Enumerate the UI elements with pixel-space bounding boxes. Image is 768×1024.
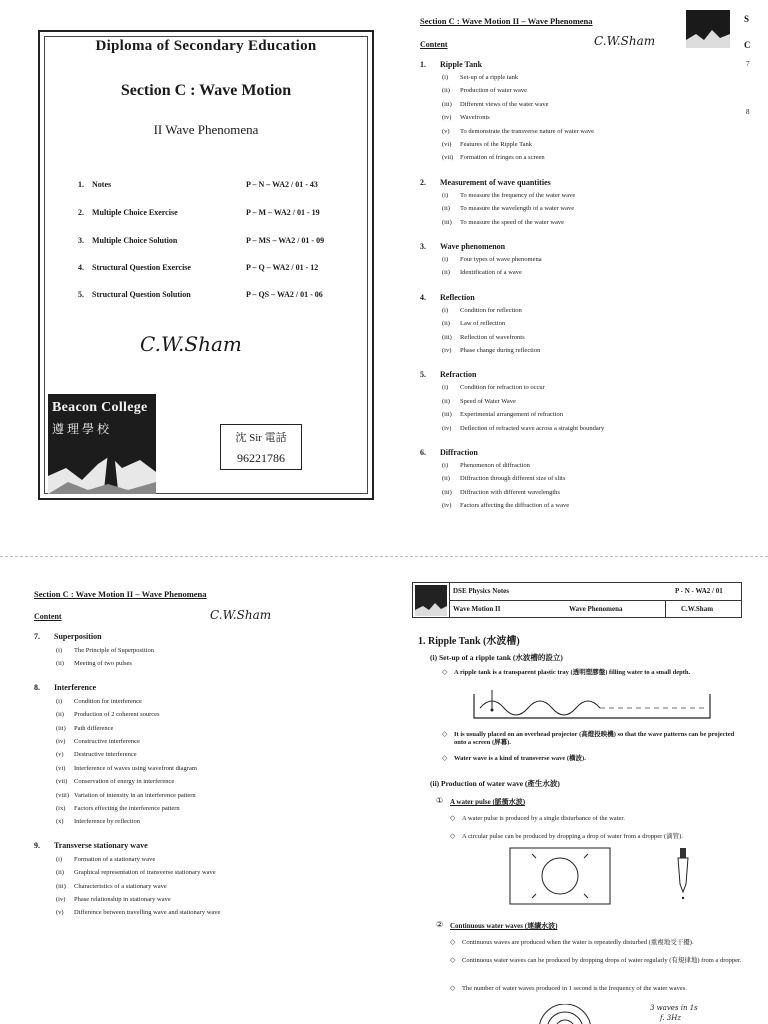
contents-item — [442, 502, 569, 509]
contents-item-label: Condition for refraction to occur — [460, 384, 545, 392]
contents-item-number: (iv) — [442, 114, 452, 122]
contents-item-label: Phase relationship in stationary wave — [74, 896, 171, 903]
cover-signature: C.W.Sham — [140, 332, 242, 356]
contents-section-label: Wave phenomenon — [440, 242, 506, 251]
notes-bullet: A ripple tank is a transparent plastic tray (透明塑膠盤) filling water to a small depth. — [454, 669, 691, 676]
contents-item-label: Law of reflection — [460, 320, 506, 328]
notes-subheading-ii: (ii) Production of water wave (產生水波) — [430, 779, 560, 788]
notes-item-number: ① — [436, 796, 444, 805]
diamond-bullet-icon: ◇ — [442, 668, 448, 676]
cover-toc-code: P – Q – WA2 / 01 - 12 — [246, 263, 319, 272]
cover-toc-num: 1. — [78, 180, 84, 189]
contents-item — [56, 792, 196, 799]
contents-item-number: (i) — [442, 191, 449, 199]
contents-item-label: Four types of wave phenomena — [460, 256, 542, 263]
contents-item — [442, 347, 540, 354]
contents-item-number: (iv) — [56, 896, 66, 903]
contents-item — [442, 128, 594, 135]
contents-item — [442, 384, 545, 391]
contents-item — [56, 660, 132, 667]
notes-heading: 1. Ripple Tank (水波槽) — [418, 636, 520, 647]
diamond-bullet-icon: ◇ — [450, 984, 456, 992]
contents-item-label: The Principle of Superposition — [74, 647, 154, 654]
contents-item-number: (iii) — [442, 411, 452, 419]
cover-toc-code: P – N – WA2 / 01 - 43 — [246, 180, 318, 189]
contents-item — [442, 411, 563, 418]
cover-toc-row — [78, 236, 350, 250]
contents-item-label: Path difference — [74, 724, 114, 732]
contents-item — [442, 114, 490, 121]
notes-header-logo — [415, 585, 447, 616]
cover-toc-label: Multiple Choice Solution — [92, 236, 178, 245]
contents-item-number: (vi) — [56, 764, 66, 772]
notes-subheading-i: (i) Set-up of a ripple tank (水波槽的設立) — [430, 653, 563, 662]
notes-item-title: A water pulse (脈衝水波) — [450, 798, 526, 806]
cover-toc-code: P – QS – WA2 / 01 - 06 — [246, 290, 323, 299]
contents-item-label: Deflection of refracted wave across a straight boundary — [460, 424, 605, 432]
contents-item-number: (ii) — [56, 869, 64, 877]
page2-section-title: Section C : Wave Motion II – Wave Phenomena — [420, 16, 593, 26]
contents-item — [442, 219, 564, 226]
notes-topic: Wave Motion II — [453, 605, 501, 613]
contents-section-label: Refraction — [440, 370, 477, 380]
contents-item — [442, 475, 565, 482]
cover-toc-num: 2. — [78, 208, 84, 217]
contents-item-label: To measure the wavelength of a water wave — [460, 205, 575, 213]
notes-bullet: A water pulse is produced by a single disturbance of the water. — [462, 815, 625, 822]
contents-item — [56, 805, 180, 812]
contents-item-label: Variation of intensity in an interference pattern — [74, 791, 196, 799]
notes-bullet: Water wave is a kind of transverse wave (橫波). — [454, 755, 586, 762]
page-divider — [0, 556, 768, 557]
notes-bullet: Continuous waves are produced when the water is repeatedly disturbed (重複地受干擾). — [462, 939, 694, 946]
mountain-icon — [415, 600, 447, 616]
contents-item-label: Different views of the water wave — [460, 100, 549, 108]
contents-item-label: Features of the Ripple Tank — [460, 141, 532, 148]
contents-item-number: (iii) — [442, 100, 452, 108]
notes-code: P - N - WA2 / 01 — [675, 587, 723, 595]
ripple-tank-diagram — [470, 688, 714, 722]
page2-edge-mark: 8 — [746, 108, 750, 116]
contents-item-number: (i) — [442, 74, 449, 81]
contents-item-number: (ii) — [442, 269, 450, 277]
notes-bullet: Continuous water waves can be produced by dropping drops of water regularly (有規律地) from a dropper. — [462, 957, 742, 964]
page3-content-label: Content — [34, 612, 62, 621]
contents-section-title — [420, 242, 505, 251]
contents-item-label: Production of 2 coherent sources — [74, 711, 160, 719]
contents-item-label: Meeting of two pulses — [74, 660, 132, 668]
contents-item-number: (iv) — [56, 738, 66, 745]
contents-item-number: (vi) — [442, 141, 452, 148]
diamond-bullet-icon: ◇ — [442, 730, 448, 738]
contents-section-number: 7. — [34, 632, 40, 641]
lighthouse-mountain-icon — [48, 446, 156, 494]
contents-item — [56, 896, 171, 903]
contents-section-label: Superposition — [54, 632, 102, 641]
contents-section-label: Transverse stationary wave — [54, 840, 148, 850]
contents-item-number: (viii) — [56, 791, 69, 799]
contents-item-number: (ii) — [442, 475, 450, 483]
continuous-waves-diagram — [530, 1004, 600, 1024]
cover-toc-label: Notes — [92, 180, 112, 189]
contents-item-label: Factors affecting the diffraction of a wave — [460, 502, 570, 510]
contents-item-number: (iii) — [442, 333, 452, 341]
contents-item-number: (ii) — [442, 205, 450, 213]
notes-author: C.W.Sham — [681, 605, 714, 613]
contact-phone: 96221786 — [237, 451, 285, 465]
contents-item-number: (ii) — [442, 397, 450, 405]
contents-item — [442, 101, 549, 108]
contents-section-title — [420, 60, 482, 69]
contents-item — [56, 711, 160, 718]
notes-item-title: Continuous water waves (連續水波) — [450, 922, 558, 930]
cover-section-title: Section C : Wave Motion — [120, 82, 292, 99]
cover-toc-num: 3. — [78, 236, 84, 245]
beacon-college-logo — [48, 394, 156, 494]
contents-item-label: Difference between travelling wave and stationary wave — [74, 909, 221, 917]
contents-item — [442, 320, 505, 327]
diamond-bullet-icon: ◇ — [450, 956, 456, 964]
contents-item-number: (i) — [442, 462, 449, 469]
cover-toc-label: Structural Question Exercise — [92, 263, 191, 272]
contents-item-number: (i) — [56, 647, 63, 654]
notes-item-number: ② — [436, 920, 444, 929]
cover-toc-label: Structural Question Solution — [92, 290, 191, 299]
contents-item — [442, 269, 522, 276]
contents-item-number: (ii) — [56, 660, 64, 668]
page2-edge-mark: C — [744, 40, 751, 50]
logo-english-name: Beacon College — [52, 400, 148, 415]
contents-item — [442, 256, 542, 263]
notes-bullet: A circular pulse can be produced by dropping a drop of water from a dropper (滴管). — [462, 833, 683, 840]
contents-item-number: (i) — [442, 306, 449, 314]
contents-item — [56, 647, 154, 654]
diamond-bullet-icon: ◇ — [450, 832, 456, 840]
contents-section-title — [34, 683, 96, 692]
cover-toc-label: Multiple Choice Exercise — [92, 208, 178, 217]
contents-item-number: (ii) — [442, 320, 450, 328]
contents-item-label: To measure the frequency of the water wave — [460, 191, 576, 199]
cover-toc-row — [78, 290, 350, 304]
contents-item-label: Formation of a stationary wave — [74, 855, 156, 863]
cover-toc-row — [78, 180, 350, 194]
contents-item-number: (iii) — [56, 882, 66, 890]
contents-section-number: 1. — [420, 60, 426, 69]
contents-item-number: (iv) — [442, 347, 452, 354]
cover-subtitle: II Wave Phenomena — [153, 122, 259, 137]
contents-item-number: (i) — [442, 256, 449, 263]
contents-item — [56, 698, 142, 705]
contents-item-label: Formation of fringes on a screen — [460, 154, 545, 162]
contents-item — [56, 778, 174, 785]
contents-section-number: 3. — [420, 242, 426, 251]
page2-edge-mark: S — [744, 14, 750, 24]
contents-section-label: Ripple Tank — [440, 60, 483, 69]
contents-item-number: (iv) — [442, 424, 452, 432]
contents-item-label: Diffraction through different size of slits — [460, 475, 566, 483]
contents-item-label: Identification of a wave — [460, 269, 522, 277]
contents-section-title — [34, 632, 102, 641]
contents-item-label: To measure the speed of the water wave — [460, 218, 565, 226]
page3-section-title: Section C : Wave Motion II – Wave Phenomena — [34, 589, 207, 599]
contents-item — [56, 725, 113, 732]
circular-pulse-diagram — [508, 846, 708, 906]
contents-section-number: 2. — [420, 177, 426, 187]
contents-item-number: (i) — [56, 697, 63, 705]
contents-section-label: Interference — [54, 682, 97, 692]
contents-item-label: Reflection of wavefronts — [460, 333, 525, 341]
contents-item — [442, 398, 516, 405]
contents-item-number: (x) — [56, 818, 64, 826]
page2-edge-mark: 7 — [746, 60, 750, 68]
contents-section-number: 5. — [420, 370, 426, 380]
contents-item — [442, 87, 527, 94]
contents-item-label: To demonstrate the transverse nature of water wave — [460, 127, 595, 135]
diamond-bullet-icon: ◇ — [442, 754, 448, 762]
contents-item — [442, 141, 532, 148]
contact-box — [220, 424, 302, 470]
contents-section-number: 4. — [420, 292, 426, 302]
contents-item-number: (v) — [442, 127, 450, 135]
contents-item — [56, 869, 216, 876]
diamond-bullet-icon: ◇ — [450, 814, 456, 822]
contents-item-label: Factors effecting the interference pattern — [74, 805, 180, 812]
notes-header-box — [412, 582, 742, 618]
contents-item-label: Interference by reflection — [74, 818, 141, 826]
page2-logo — [686, 10, 730, 48]
cover-toc-code: P – MS – WA2 / 01 - 09 — [246, 236, 325, 245]
contents-item — [56, 909, 220, 916]
contents-item-number: (iii) — [442, 488, 452, 496]
contents-item-number: (iii) — [442, 218, 452, 226]
contents-item-label: Speed of Water Wave — [460, 397, 516, 405]
contents-item-label: Condition for reflection — [460, 306, 522, 314]
contents-item-label: Graphical representation of transverse stationary wave — [74, 869, 216, 877]
contents-item-label: Condition for interference — [74, 697, 142, 705]
contents-section-label: Diffraction — [440, 448, 478, 457]
contents-section-number: 8. — [34, 682, 40, 692]
contents-item-number: (ii) — [56, 711, 64, 719]
contents-item-label: Constructive interference — [74, 738, 140, 745]
contents-item — [442, 307, 522, 314]
contents-item-label: Set-up of a ripple tank — [460, 74, 519, 81]
contents-item-number: (i) — [442, 384, 449, 392]
contents-item — [442, 334, 525, 341]
contents-item-label: Conservation of energy in interference — [74, 778, 175, 786]
contents-item — [442, 205, 574, 212]
contents-section-title — [420, 178, 551, 187]
contents-section-label: Measurement of wave quantities — [440, 177, 551, 187]
contents-section-title — [420, 293, 475, 302]
contents-item-label: Interference of waves using wavefront diagram — [74, 764, 197, 772]
handwritten-note: 3 waves in 1s — [650, 1004, 698, 1012]
cover-toc-num: 4. — [78, 263, 84, 272]
contents-item-label: Phase change during reflection — [460, 347, 541, 354]
contents-item-number: (ix) — [56, 805, 66, 812]
contents-item-label: Diffraction with different wavelengths — [460, 488, 560, 496]
page2-signature: C.W.Sham — [594, 34, 656, 48]
contents-item — [56, 738, 140, 745]
contents-item-label: Characteristics of a stationary wave — [74, 882, 167, 890]
page2-content-label: Content — [420, 40, 448, 49]
contents-item — [56, 765, 197, 772]
contents-section-title — [420, 370, 476, 379]
contents-item — [442, 192, 575, 199]
contents-item-number: (ii) — [442, 87, 450, 95]
notes-subtopic: Wave Phenomena — [569, 605, 623, 613]
contents-item — [442, 425, 604, 432]
cover-diploma-title: Diploma of Secondary Education — [95, 38, 317, 54]
cover-page — [38, 30, 374, 500]
contents-item — [56, 883, 167, 890]
contents-item-label: Experimental arrangement of refraction — [460, 411, 564, 419]
contents-item-number: (vii) — [56, 778, 68, 786]
contact-name: 沈 Sir 電話 — [235, 432, 287, 444]
contents-section-number: 9. — [34, 840, 40, 850]
cover-toc-row — [78, 208, 350, 222]
contents-item — [442, 154, 545, 161]
contents-item-number: (iv) — [442, 502, 452, 510]
notes-bullet: It is usually placed on an overhead projector (高燈投映機) so that the wave patterns can be projected onto a screen (屏幕). — [454, 731, 735, 746]
page3-signature: C.W.Sham — [210, 608, 272, 622]
diamond-bullet-icon: ◇ — [450, 938, 456, 946]
logo-chinese-name: 遵理學校 — [52, 422, 113, 436]
contents-item-number: (iii) — [56, 724, 66, 732]
contents-item-number: (vii) — [442, 154, 454, 162]
contents-item-number: (i) — [56, 855, 63, 863]
contents-section-title — [34, 841, 148, 850]
contents-item-label: Wavefronts — [460, 114, 490, 122]
contents-item — [56, 751, 137, 758]
notes-bullet: The number of water waves produced in 1 second is the frequency of the water waves. — [462, 985, 687, 992]
contents-section-title — [420, 448, 478, 457]
cover-toc-num: 5. — [78, 290, 84, 299]
contents-item-number: (v) — [56, 751, 64, 759]
contents-item — [442, 74, 518, 81]
cover-toc-row — [78, 263, 350, 277]
cover-toc-code: P – M – WA2 / 01 - 19 — [246, 208, 320, 217]
handwritten-note: f. 3Hz — [660, 1014, 682, 1022]
contents-item-number: (v) — [56, 909, 64, 917]
contents-item — [442, 489, 560, 496]
contents-item-label: Destructive interference — [74, 751, 137, 759]
mountain-icon — [686, 26, 730, 48]
contents-item-label: Production of water wave — [460, 87, 527, 95]
contents-section-number: 6. — [420, 448, 426, 457]
contents-item — [56, 818, 140, 825]
contents-item — [56, 856, 155, 863]
contents-item — [442, 462, 530, 469]
contents-section-label: Reflection — [440, 292, 475, 302]
notes-course: DSE Physics Notes — [453, 587, 510, 595]
contents-item-label: Phenomenon of diffraction — [460, 462, 530, 469]
